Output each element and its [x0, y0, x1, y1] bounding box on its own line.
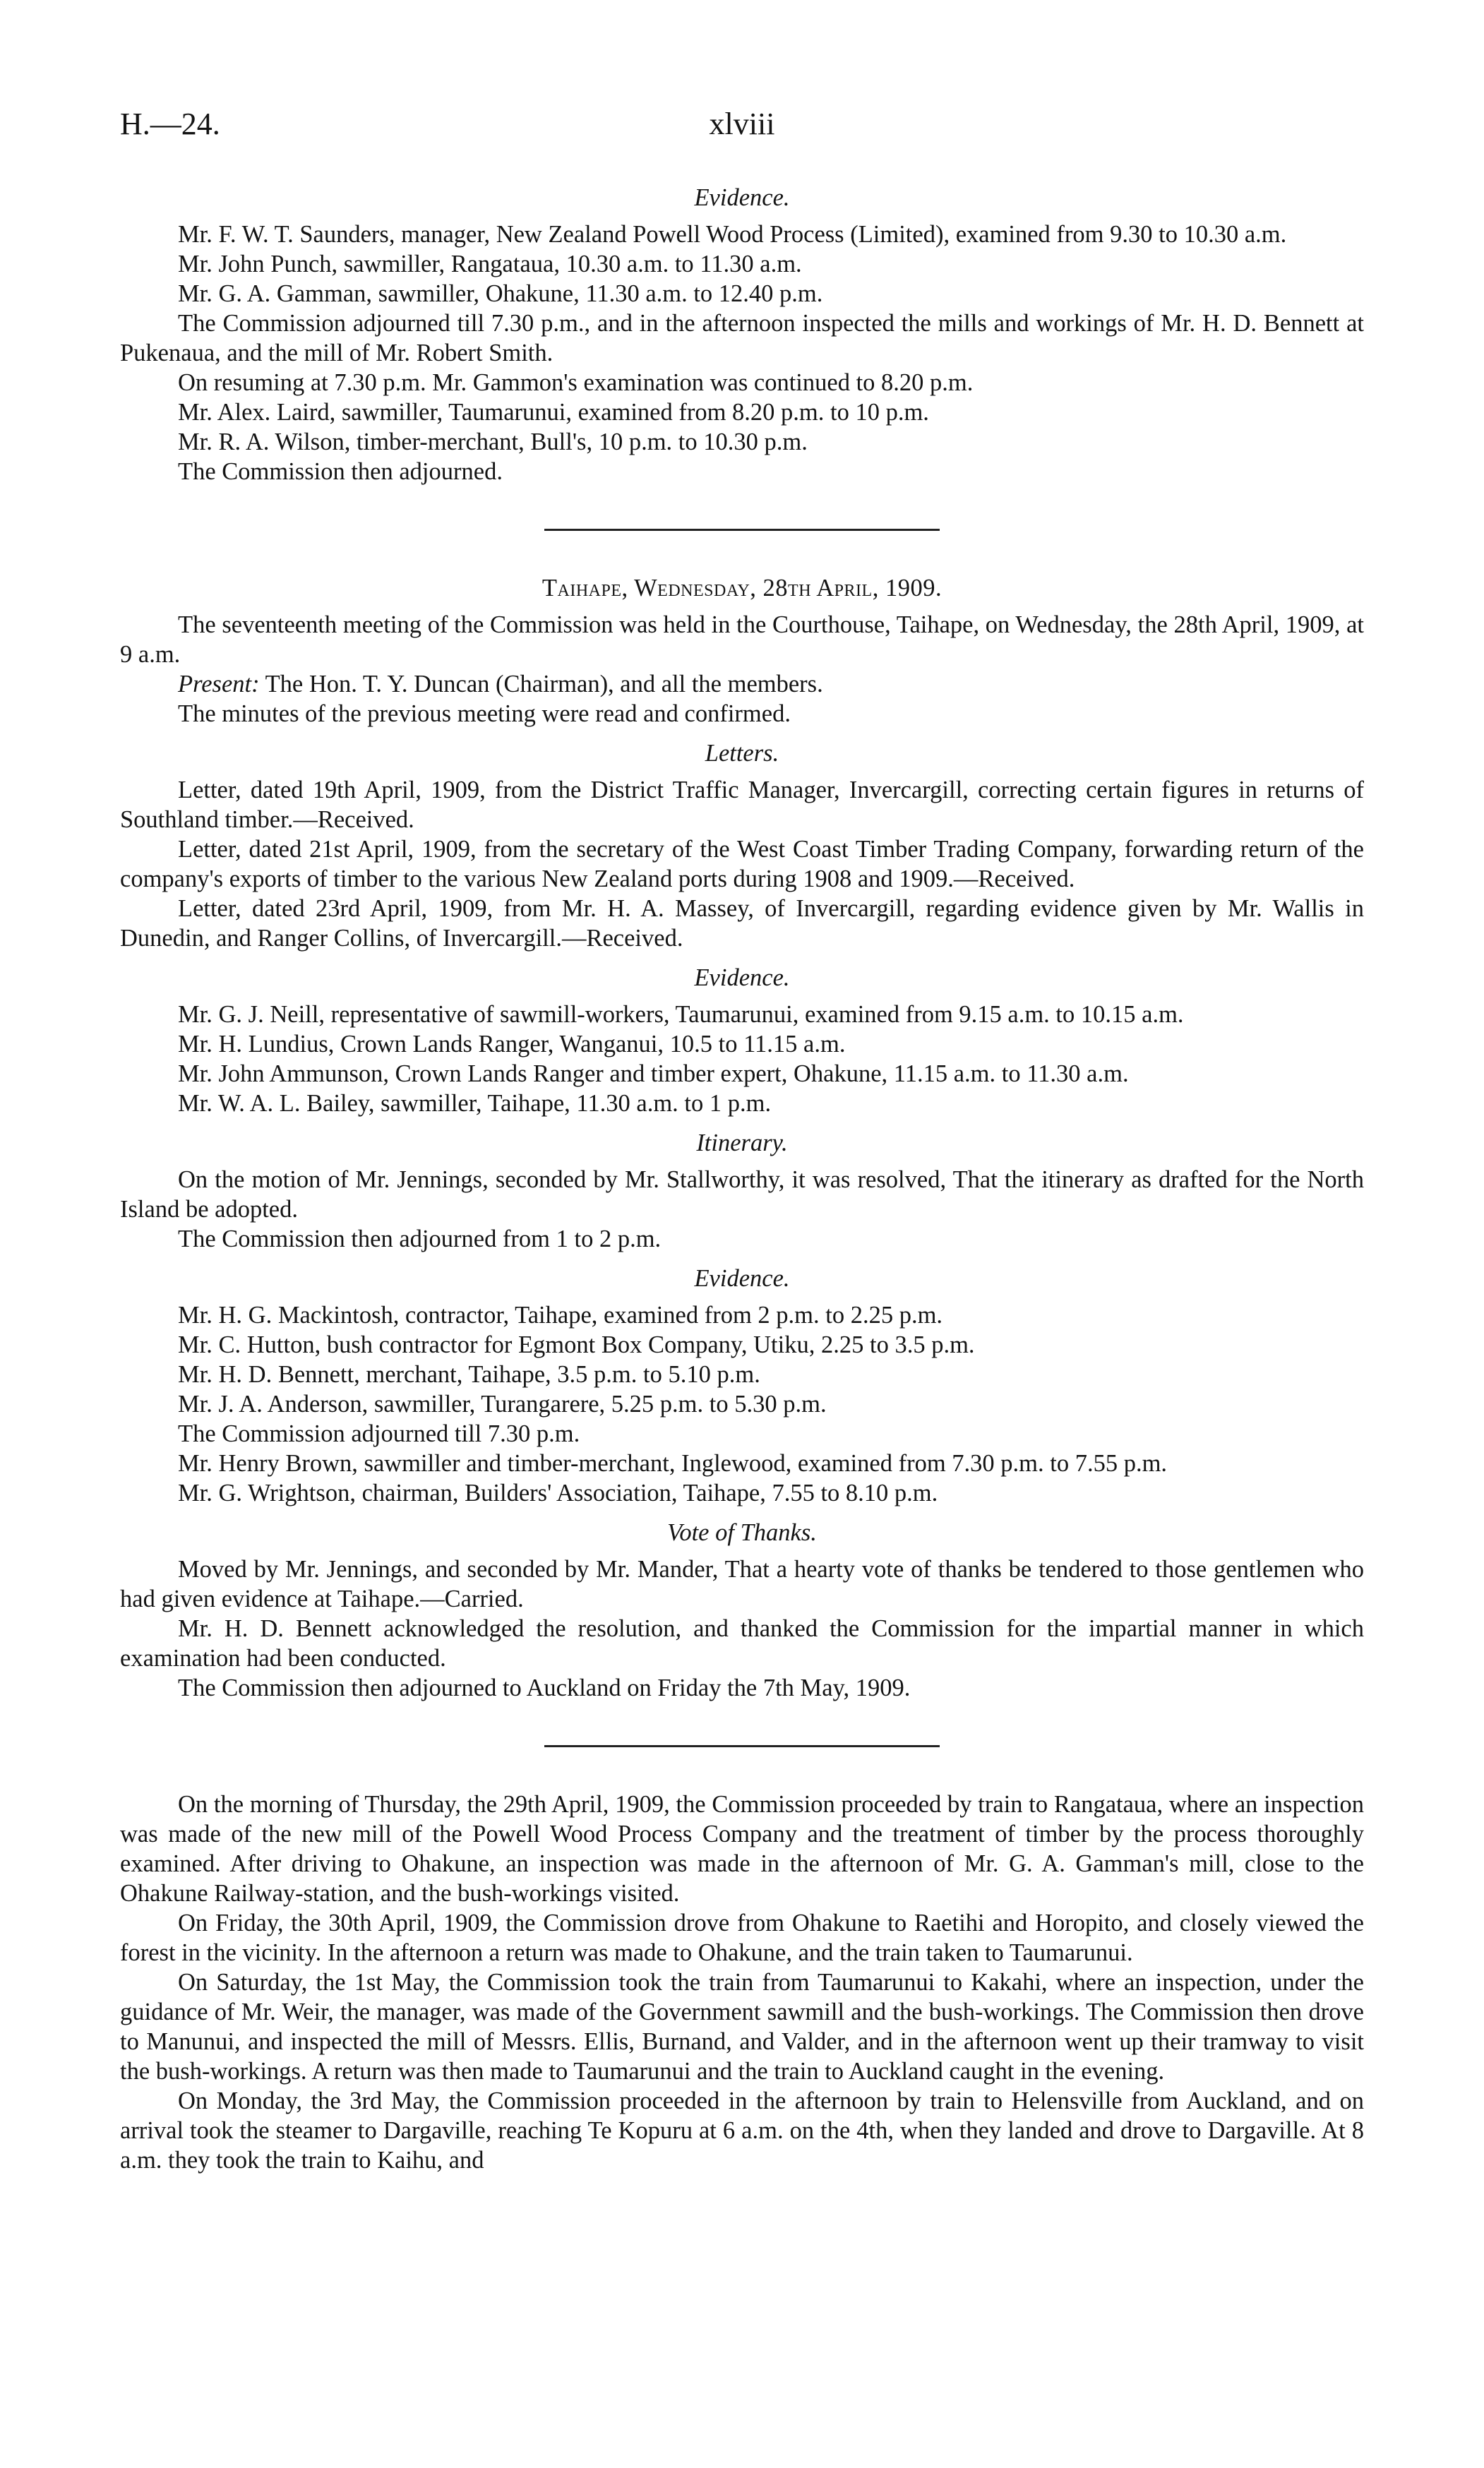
page-header [120, 106, 1364, 148]
itinerary-entry: On the motion of Mr. Jennings, seconded by Mr. Stallworthy, it was resolved, That the itinerary as drafted for the North Island be adopted. [120, 1166, 1364, 1223]
evidence-entry: Mr. R. A. Wilson, timber-merchant, Bull's, 10 p.m. to 10.30 p.m. [178, 429, 808, 455]
narrative-paragraph: On Friday, the 30th April, 1909, the Commission drove from Ohakune to Raetihi and Horopito, and closely viewed the forest in the vicinity. In the afternoon a return was made to Ohakune, and the train taken to Taumarunui. [120, 1910, 1364, 1966]
present-label: Present: [178, 671, 260, 697]
evidence-entry: On resuming at 7.30 p.m. Mr. Gammon's examination was continued to 8.20 p.m. [178, 369, 974, 396]
evidence-entry: Mr. H. Lundius, Crown Lands Ranger, Wanganui, 10.5 to 11.15 a.m. [178, 1031, 846, 1058]
narrative-paragraph: On Monday, the 3rd May, the Commission proceeded in the afternoon by train to Helensville from Auckland, and on arrival took the steamer to Dargaville, reaching Te Kopuru at 6 a.m. on the 4th, when they landed and drove to Dargaville. At 8 a.m. they took the train to Kaihu, and [120, 2087, 1364, 2174]
evidence-heading: Evidence. [694, 184, 790, 211]
evidence-entry: Mr. John Punch, sawmiller, Rangataua, 10.30 a.m. to 11.30 a.m. [178, 251, 802, 277]
evidence-entry: Mr. C. Hutton, bush contractor for Egmont Box Company, Utiku, 2.25 to 3.5 p.m. [178, 1331, 975, 1358]
present-line [120, 669, 1364, 699]
evidence-entry: Mr. Alex. Laird, sawmiller, Taumarunui, examined from 8.20 p.m. to 10 p.m. [178, 399, 929, 426]
evidence-entry: Mr. G. Wrightson, chairman, Builders' Association, Taihape, 7.55 to 8.10 p.m. [178, 1480, 938, 1506]
evidence-entry: Mr. John Ammunson, Crown Lands Ranger and timber expert, Ohakune, 11.15 a.m. to 11.30 a.m. [178, 1060, 1129, 1087]
letter-entry: Letter, dated 23rd April, 1909, from Mr. H. A. Massey, of Invercargill, regarding evidence given by Mr. Wallis in Dunedin, and Ranger Collins, of Invercargill.—Received. [120, 895, 1364, 952]
section-divider [544, 529, 940, 531]
narrative-paragraph: On Saturday, the 1st May, the Commission took the train from Taumarunui to Kakahi, where an inspection, under the guidance of Mr. Weir, the manager, was made of the Government sawmill and the bush-workings. The Commission then drove to Manunui, and inspected the mill of Messrs. Ellis, Burnand, and Valder, and in the afternoon went up their tramway to visit the bush-workings. A return was then made to Taumarunui and the train to Auckland caught in the evening. [120, 1969, 1364, 2085]
letter-entry: Letter, dated 19th April, 1909, from the District Traffic Manager, Invercargill, correcting certain figures in returns of Southland timber.—Received. [120, 777, 1364, 833]
meeting-intro: The seventeenth meeting of the Commission was held in the Courthouse, Taihape, on Wednesday, the 28th April, 1909, at 9 a.m. [120, 611, 1364, 668]
evidence-entry: Mr. H. D. Bennett, merchant, Taihape, 3.5 p.m. to 5.10 p.m. [178, 1361, 760, 1388]
evidence-entry: Mr. Henry Brown, sawmiller and timber-merchant, Inglewood, examined from 7.30 p.m. to 7.55 p.m. [178, 1450, 1168, 1477]
evidence-entry: The Commission adjourned till 7.30 p.m., and in the afternoon inspected the mills and workings of Mr. H. D. Bennett at Pukenaua, and the mill of Mr. Robert Smith. [120, 310, 1364, 366]
vote-of-thanks-heading: Vote of Thanks. [667, 1519, 817, 1546]
evidence-entry: The Commission adjourned till 7.30 p.m. [178, 1420, 580, 1447]
section-divider [544, 1745, 940, 1747]
itinerary-heading: Itinerary. [696, 1130, 788, 1156]
evidence-entry: The Commission then adjourned. [178, 458, 503, 485]
thanks-entry: Moved by Mr. Jennings, and seconded by Mr. Mander, That a hearty vote of thanks be tendered to those gentlemen who had given evidence at Taihape.—Carried. [120, 1556, 1364, 1612]
evidence-entry: Mr. G. J. Neill, representative of sawmill-workers, Taumarunui, examined from 9.15 a.m. to 10.15 a.m. [178, 1001, 1184, 1028]
evidence-heading: Evidence. [694, 1265, 790, 1292]
evidence-entry: Mr. G. A. Gamman, sawmiller, Ohakune, 11.30 a.m. to 12.40 p.m. [178, 280, 823, 307]
letter-entry: Letter, dated 21st April, 1909, from the secretary of the West Coast Timber Trading Company, forwarding return of the company's exports of timber to the various New Zealand ports during 1908 and 1909.—Received. [120, 836, 1364, 892]
narrative-paragraph: On the morning of Thursday, the 29th April, 1909, the Commission proceeded by train to Rangataua, where an inspection was made of the new mill of the Powell Wood Process Company and the treatment of timber by the process thoroughly examined. After driving to Ohakune, an inspection was made in the afternoon of Mr. G. A. Gamman's mill, close to the Ohakune Railway-station, and the bush-workings visited. [120, 1791, 1364, 1907]
document-body [120, 173, 1364, 2175]
thanks-entry: Mr. H. D. Bennett acknowledged the resolution, and thanked the Commission for the impartial manner in which examination had been conducted. [120, 1615, 1364, 1672]
parliamentary-paper-ref: H.—24. [120, 107, 220, 141]
evidence-entry: Mr. W. A. L. Bailey, sawmiller, Taihape, 11.30 a.m. to 1 p.m. [178, 1090, 772, 1117]
thanks-entry: The Commission then adjourned to Auckland on Friday the 7th May, 1909. [178, 1675, 911, 1701]
evidence-entry: Mr. H. G. Mackintosh, contractor, Taihape, examined from 2 p.m. to 2.25 p.m. [178, 1302, 943, 1329]
evidence-entry: Mr. J. A. Anderson, sawmiller, Turangarere, 5.25 p.m. to 5.30 p.m. [178, 1391, 827, 1418]
page-number: xlviii [709, 107, 775, 141]
present-text: The Hon. T. Y. Duncan (Chairman), and all the members. [259, 671, 823, 697]
minutes-line: The minutes of the previous meeting were read and confirmed. [178, 700, 791, 727]
itinerary-entry: The Commission then adjourned from 1 to 2 p.m. [178, 1226, 662, 1252]
evidence-entry: Mr. F. W. T. Saunders, manager, New Zealand Powell Wood Process (Limited), examined from 9.30 to 10.30 a.m. [178, 221, 1287, 248]
letters-heading: Letters. [705, 740, 779, 767]
meeting-title: Taihape, Wednesday, 28th April, 1909. [541, 575, 943, 601]
evidence-heading: Evidence. [694, 964, 790, 991]
